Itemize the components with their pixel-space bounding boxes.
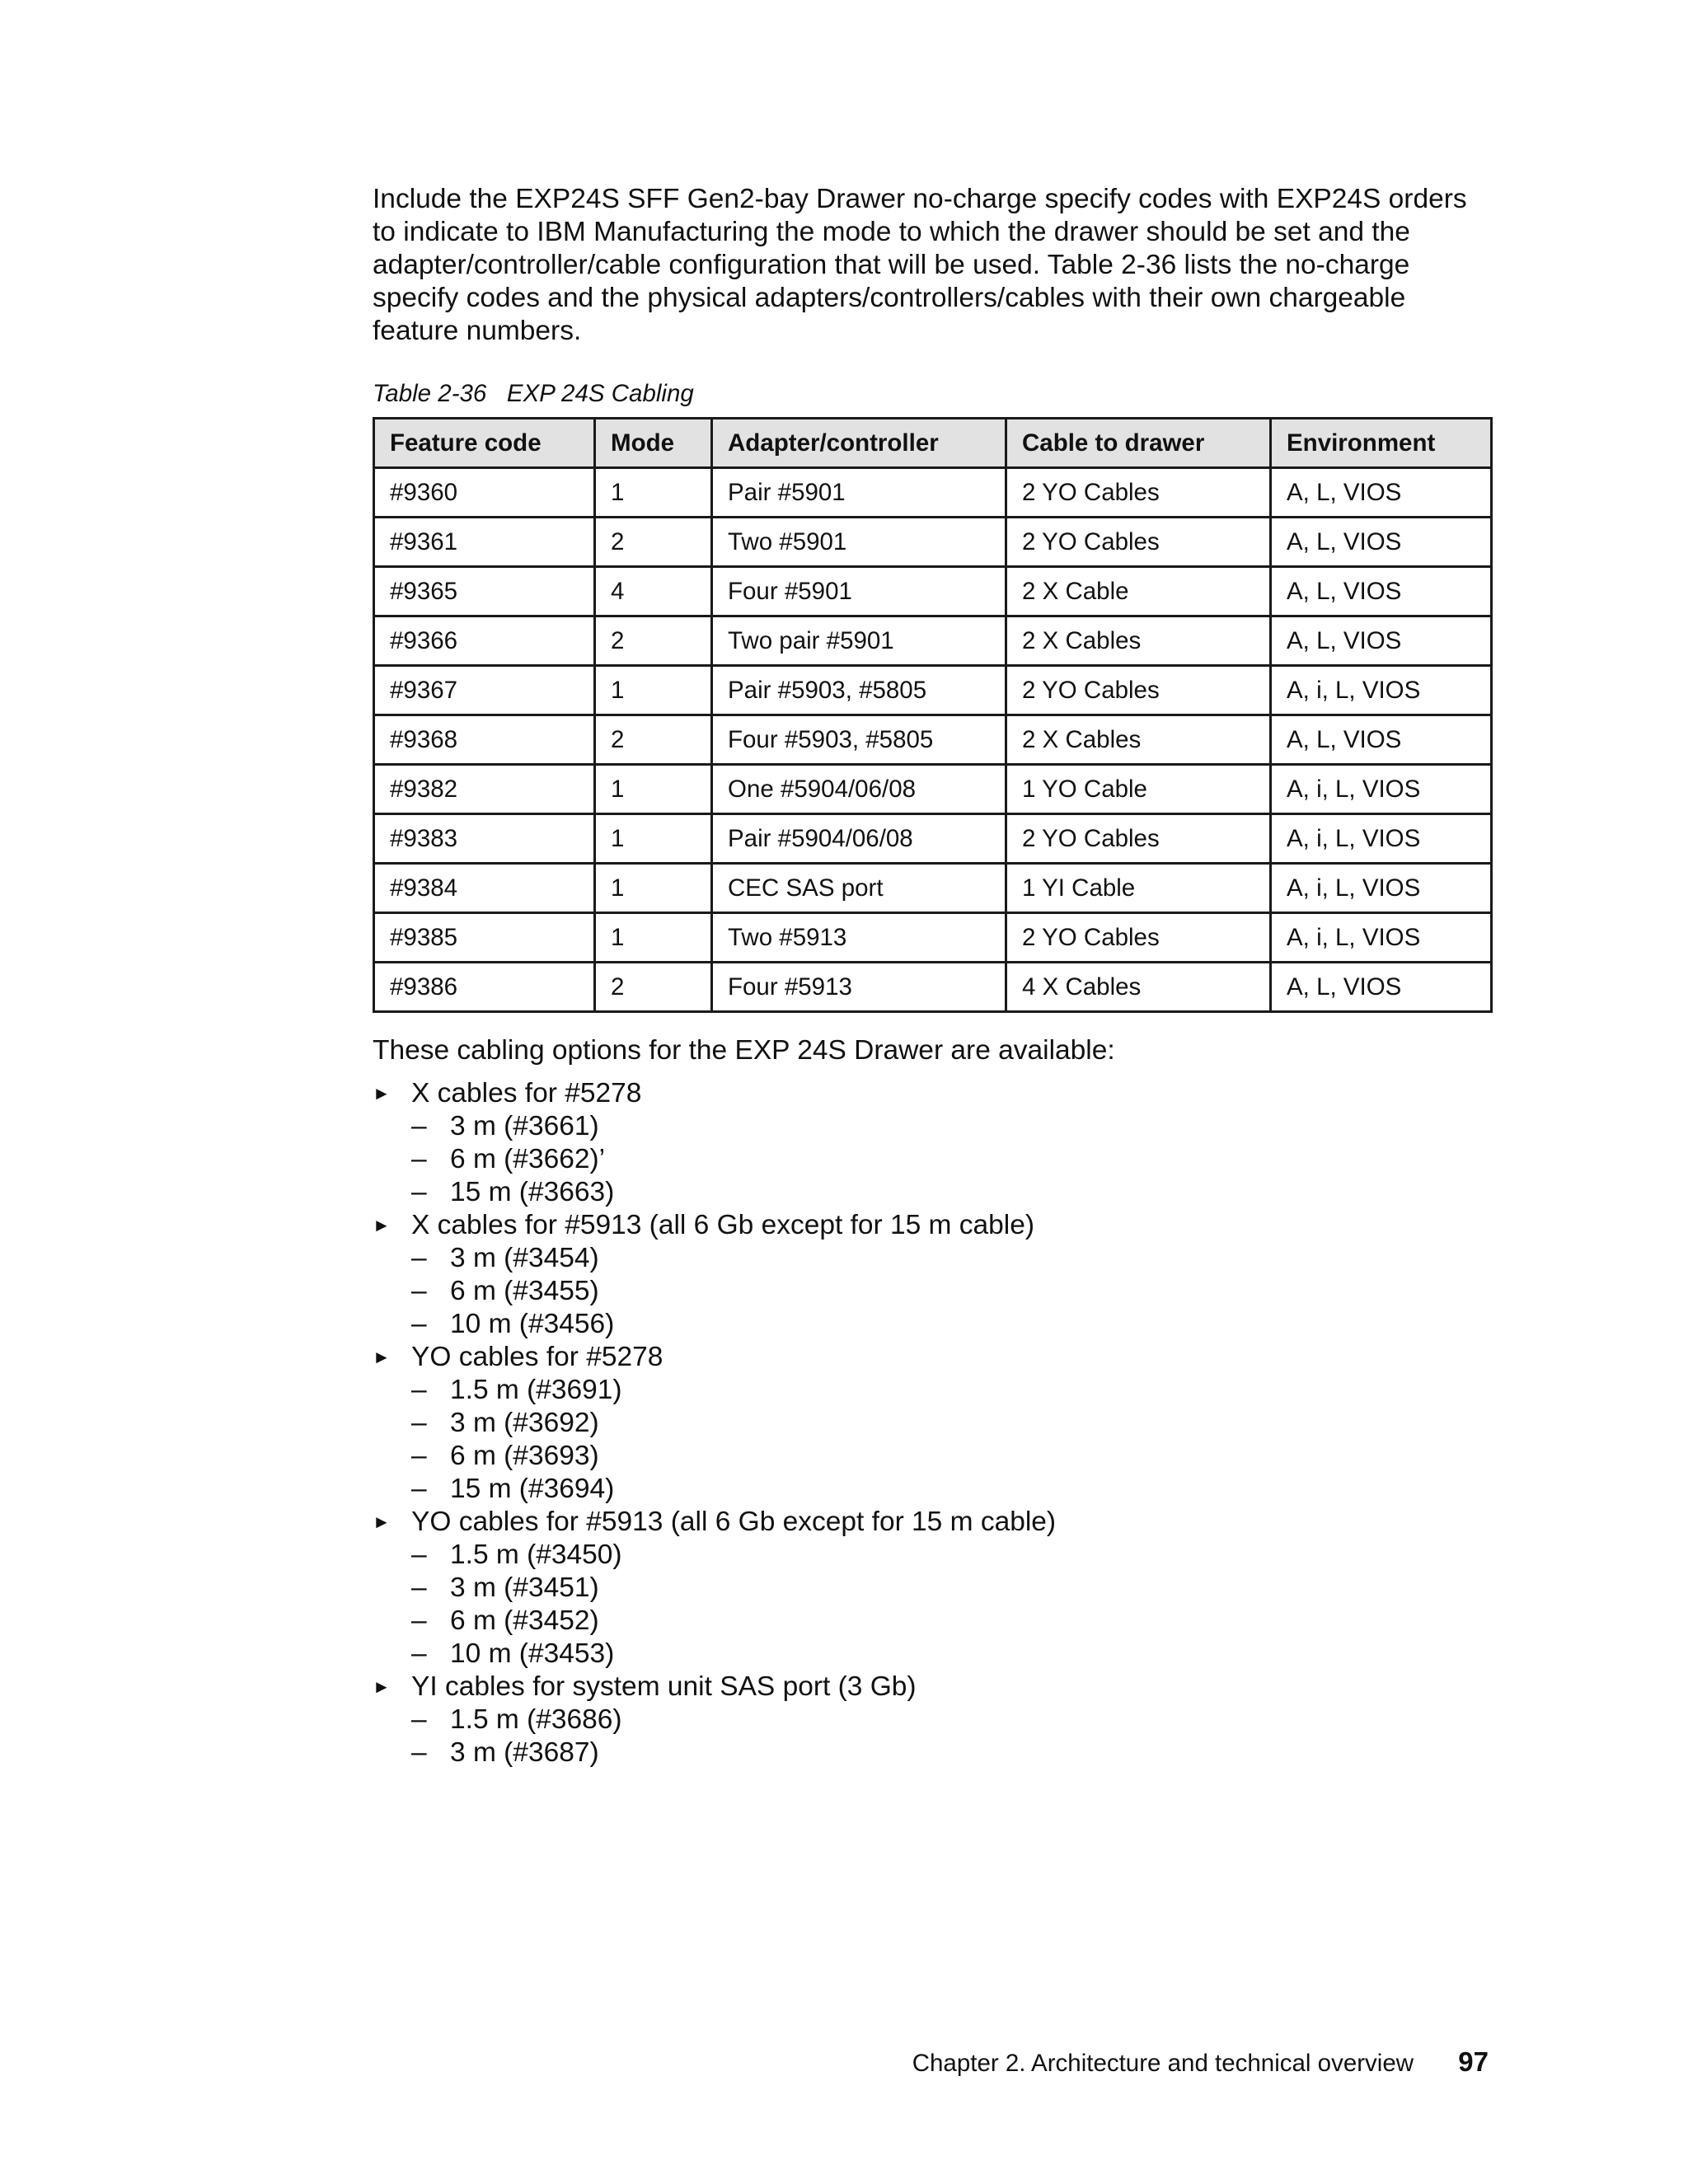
table-cell: A, L, VIOS [1271, 963, 1492, 1012]
dash-marker: – [411, 1408, 427, 1438]
bullet-arrow-icon: ► [373, 1511, 391, 1532]
dash-marker: – [411, 1276, 427, 1306]
sub-list-item [411, 1176, 1492, 1209]
table-row [374, 666, 1492, 715]
sub-list-item-label: 3 m (#3687) [450, 1737, 599, 1768]
table-cell: A, i, L, VIOS [1271, 765, 1492, 814]
table-cell: 1 [595, 913, 712, 963]
list-item [373, 1506, 1492, 1671]
sub-list-item [411, 1308, 1492, 1341]
table-cell: 2 X Cables [1006, 715, 1271, 765]
sub-list-item-label: 6 m (#3452) [450, 1605, 599, 1636]
column-header: Cable to drawer [1006, 419, 1271, 468]
table-cell: #9366 [374, 616, 595, 666]
table-cell: A, i, L, VIOS [1271, 864, 1492, 913]
list-item [373, 1209, 1492, 1341]
sub-list-item [411, 1572, 1492, 1605]
table-cell: 2 YO Cables [1006, 913, 1271, 963]
sub-list-item [411, 1736, 1492, 1769]
table-cell: 2 YO Cables [1006, 814, 1271, 864]
table-cell: #9367 [374, 666, 595, 715]
table-cell: Two #5913 [712, 913, 1006, 963]
table-cell: 1 YO Cable [1006, 765, 1271, 814]
dash-marker: – [411, 1177, 427, 1207]
sub-list-item-label: 1.5 m (#3691) [450, 1375, 622, 1405]
table-cell: A, i, L, VIOS [1271, 666, 1492, 715]
table-cell: #9361 [374, 518, 595, 567]
dash-marker: – [411, 1375, 427, 1405]
table-cell: 2 [595, 963, 712, 1012]
table-cell: 2 X Cables [1006, 616, 1271, 666]
list-item [373, 1077, 1492, 1209]
bullet-arrow-icon: ► [373, 1676, 391, 1697]
sub-list-item [411, 1407, 1492, 1440]
intro-paragraph: Include the EXP24S SFF Gen2-bay Drawer no-charge specify codes with EXP24S orders to indicate to IBM Manufacturing the mode to which the drawer should be set and the adapter/controller/cable configuration that will be used. Table 2-36 lists the no-charge specify codes and the physical adapters/controllers/cables with their own chargeable feature numbers. [373, 184, 1467, 346]
table-cell: 2 YO Cables [1006, 468, 1271, 518]
sub-list [411, 1374, 1492, 1506]
table-cell: 1 [595, 864, 712, 913]
table-cell: 2 [595, 518, 712, 567]
table-cell: CEC SAS port [712, 864, 1006, 913]
table-cell: Pair #5901 [712, 468, 1006, 518]
dash-marker: – [411, 1737, 427, 1768]
table-row [374, 814, 1492, 864]
sub-list-item [411, 1374, 1492, 1407]
table-row [374, 567, 1492, 616]
sub-list-item-label: 3 m (#3661) [450, 1111, 599, 1141]
sub-list-item [411, 1605, 1492, 1638]
dash-marker: – [411, 1309, 427, 1339]
table-cell: Pair #5904/06/08 [712, 814, 1006, 864]
table-cell: 1 [595, 814, 712, 864]
table-row [374, 913, 1492, 963]
dash-marker: – [411, 1540, 427, 1570]
list-item-label: YO cables for #5278 [411, 1342, 663, 1372]
table-row [374, 518, 1492, 567]
list-item-label: YO cables for #5913 (all 6 Gb except for 15 m cable) [411, 1507, 1057, 1537]
table-cell: 1 [595, 765, 712, 814]
table-cell: A, L, VIOS [1271, 567, 1492, 616]
dash-marker: – [411, 1144, 427, 1174]
dash-marker: – [411, 1243, 427, 1273]
table-cell: A, L, VIOS [1271, 468, 1492, 518]
dash-marker: – [411, 1605, 427, 1636]
table-row [374, 864, 1492, 913]
sub-list-item-label: 1.5 m (#3450) [450, 1540, 622, 1570]
table-row [374, 616, 1492, 666]
table-cell: 2 [595, 616, 712, 666]
table-row [374, 468, 1492, 518]
sub-list-item-label: 15 m (#3663) [450, 1177, 615, 1207]
table-cell: 2 X Cable [1006, 567, 1271, 616]
table-cell: A, L, VIOS [1271, 518, 1492, 567]
table-cell: Four #5903, #5805 [712, 715, 1006, 765]
dash-marker: – [411, 1638, 427, 1669]
table-cell: 4 X Cables [1006, 963, 1271, 1012]
sub-list-item-label: 10 m (#3453) [450, 1638, 615, 1669]
sub-list-item [411, 1275, 1492, 1308]
footer-chapter-title: Chapter 2. Architecture and technical overview [912, 2050, 1414, 2077]
table-cell: #9382 [374, 765, 595, 814]
dash-marker: – [411, 1474, 427, 1504]
table-cell: 1 [595, 666, 712, 715]
table-cell: Four #5913 [712, 963, 1006, 1012]
list-item [373, 1671, 1492, 1769]
sub-list [411, 1242, 1492, 1341]
sub-list-item-label: 3 m (#3454) [450, 1243, 599, 1273]
sub-list-item-label: 3 m (#3451) [450, 1572, 599, 1603]
sub-list-item-label: 6 m (#3662)’ [450, 1144, 606, 1174]
sub-list-item [411, 1110, 1492, 1143]
bullet-arrow-icon: ► [373, 1083, 391, 1104]
dash-marker: – [411, 1111, 427, 1141]
column-header: Environment [1271, 419, 1492, 468]
table-cell: #9384 [374, 864, 595, 913]
dash-marker: – [411, 1704, 427, 1735]
column-header: Mode [595, 419, 712, 468]
table-cell: 2 [595, 715, 712, 765]
page-footer [912, 2046, 1489, 2080]
sub-list-item [411, 1473, 1492, 1506]
bullet-arrow-icon: ► [373, 1347, 391, 1367]
table-header-row [374, 419, 1492, 468]
bullet-arrow-icon: ► [373, 1215, 391, 1235]
sub-list-item [411, 1242, 1492, 1275]
table-cell: One #5904/06/08 [712, 765, 1006, 814]
options-intro: These cabling options for the EXP 24S Drawer are available: [373, 1035, 1115, 1066]
list-item-label: X cables for #5913 (all 6 Gb except for 15 m cable) [411, 1210, 1035, 1240]
table-row [374, 715, 1492, 765]
sub-list-item-label: 10 m (#3456) [450, 1309, 615, 1339]
table-cell: Two #5901 [712, 518, 1006, 567]
table-cell: #9383 [374, 814, 595, 864]
table-cell: A, i, L, VIOS [1271, 814, 1492, 864]
sub-list-item [411, 1704, 1492, 1736]
table-row [374, 963, 1492, 1012]
sub-list-item-label: 3 m (#3692) [450, 1408, 599, 1438]
sub-list [411, 1539, 1492, 1671]
column-header: Adapter/controller [712, 419, 1006, 468]
table-cell: 2 YO Cables [1006, 666, 1271, 715]
table-row [374, 765, 1492, 814]
list-item-label: X cables for #5278 [411, 1078, 642, 1108]
sub-list [411, 1704, 1492, 1769]
dash-marker: – [411, 1441, 427, 1471]
sub-list-item [411, 1143, 1492, 1176]
table-cell: #9386 [374, 963, 595, 1012]
sub-list-item [411, 1638, 1492, 1671]
table-cell: 1 YI Cable [1006, 864, 1271, 913]
sub-list [411, 1110, 1492, 1209]
table-body [374, 468, 1492, 1012]
table-cell: Four #5901 [712, 567, 1006, 616]
table-cell: Pair #5903, #5805 [712, 666, 1006, 715]
column-header: Feature code [374, 419, 595, 468]
page-number: 97 [1458, 2046, 1489, 2077]
list-item [373, 1341, 1492, 1506]
table-cell: 2 YO Cables [1006, 518, 1271, 567]
sub-list-item [411, 1440, 1492, 1473]
sub-list-item-label: 6 m (#3455) [450, 1276, 599, 1306]
table-cell: #9360 [374, 468, 595, 518]
page-content [373, 183, 1492, 1769]
table-cell: #9385 [374, 913, 595, 963]
list-item-label: YI cables for system unit SAS port (3 Gb) [411, 1671, 917, 1702]
table-cell: 4 [595, 567, 712, 616]
table-cell: A, L, VIOS [1271, 616, 1492, 666]
table-cell: 1 [595, 468, 712, 518]
cabling-table [373, 417, 1493, 1013]
sub-list-item [411, 1539, 1492, 1572]
dash-marker: – [411, 1572, 427, 1603]
table-cell: A, i, L, VIOS [1271, 913, 1492, 963]
table-caption: Table 2-36 EXP 24S Cabling [373, 380, 694, 407]
sub-list-item-label: 15 m (#3694) [450, 1474, 615, 1504]
cabling-options-list [373, 1077, 1492, 1769]
table-cell: Two pair #5901 [712, 616, 1006, 666]
sub-list-item-label: 6 m (#3693) [450, 1441, 599, 1471]
table-cell: #9365 [374, 567, 595, 616]
table-cell: A, L, VIOS [1271, 715, 1492, 765]
table-cell: #9368 [374, 715, 595, 765]
sub-list-item-label: 1.5 m (#3686) [450, 1704, 622, 1735]
